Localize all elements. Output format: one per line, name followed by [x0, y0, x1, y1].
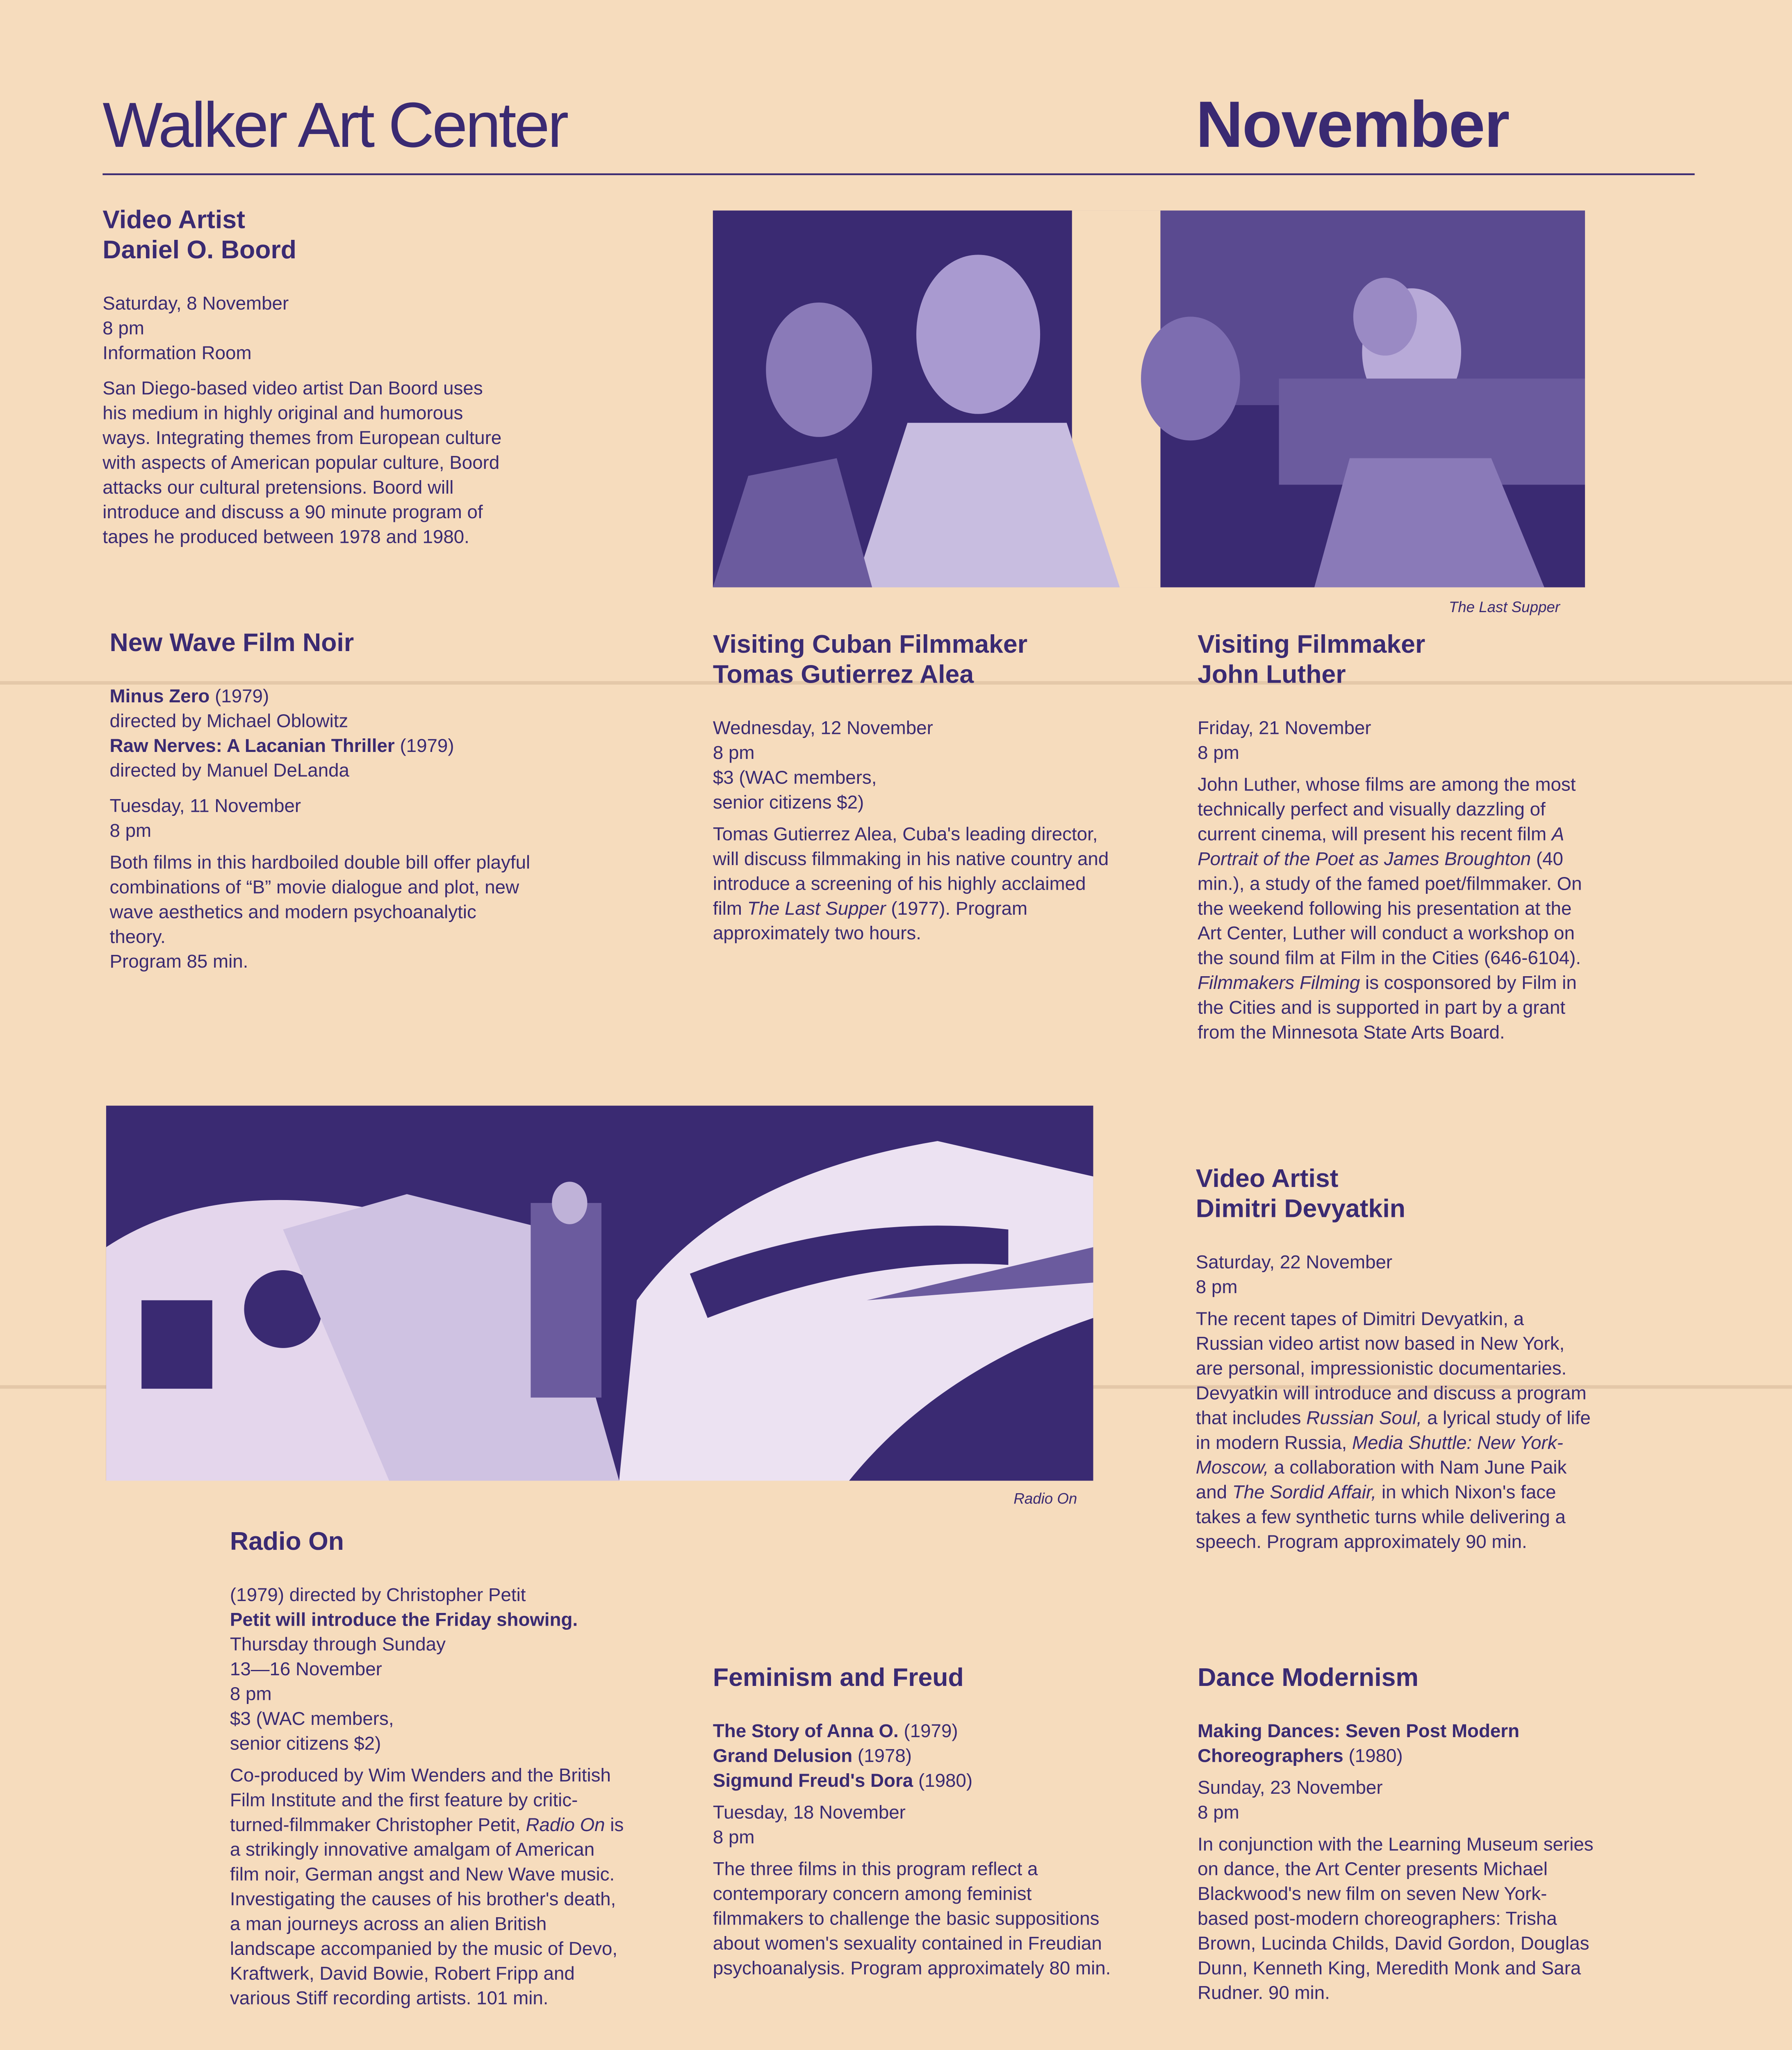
noir-film2-year: (1979): [394, 736, 454, 757]
freud-time: 8 pm: [713, 1827, 755, 1849]
luther-body-film2: Filmmakers Filming: [1198, 973, 1360, 994]
noir-length: Program 85 min.: [109, 952, 248, 973]
devyatkin-body-d: in which Nixon's face takes a few synthetic turns while delivering a speech. Program approximately 90 min.: [1195, 1482, 1566, 1553]
boord-body: San Diego-based video artist Dan Boord uses his medium in highly original and humorous ways. Integrating themes from European culture with aspects of American popular culture, Boord attacks our cultural pretensions. Boord will introduce and discuss a 90 minute program of tapes he produced between 1978 and 1980.: [102, 378, 502, 549]
dance-date: Sunday, 23 November: [1198, 1778, 1383, 1799]
devyatkin-film2: Media Shuttle: New York-Moscow,: [1195, 1433, 1563, 1479]
radio-on-body-a: Co-produced by Wim Wenders and the British Film Institute and the first feature by critic-turned-filmmaker Christopher Petit,: [230, 1765, 611, 1836]
luther-heading-1: Visiting Filmmaker: [1198, 631, 1425, 660]
luther-body-a: John Luther, whose films are among the most technically perfect and visually dazzling of current cinema, will present his recent film: [1198, 774, 1576, 846]
dance-film-year: (1980): [1343, 1746, 1403, 1768]
freud-date: Tuesday, 18 November: [713, 1802, 906, 1824]
freud-film2-year: (1978): [852, 1746, 912, 1768]
luther-section: [1198, 631, 1596, 1046]
noir-film1-year: (1979): [209, 686, 269, 708]
devyatkin-body-c: a collaboration with Nam June Paik and: [1195, 1458, 1567, 1504]
luther-heading-2: John Luther: [1198, 661, 1346, 690]
noir-time: 8 pm: [109, 821, 152, 842]
devyatkin-heading-2: Dimitri Devyatkin: [1195, 1196, 1405, 1224]
devyatkin-film3: The Sordid Affair,: [1232, 1482, 1377, 1504]
alea-body-b: (1977). Program approximately two hours.: [713, 898, 1028, 945]
last-supper-caption: The Last Supper: [1448, 598, 1560, 616]
devyatkin-heading-1: Video Artist: [1195, 1166, 1339, 1194]
boord-section: [102, 207, 509, 550]
luther-body-c: is cosponsored by Film in the Cities and is supported in part by a grant from the Minnesota State Arts Board.: [1198, 973, 1577, 1044]
radio-on-heading: Radio On: [230, 1528, 344, 1557]
freud-body: The three films in this program reflect a contemporary concern among feminist filmmakers to challenge the basic suppositions about women's sexuality contained in Freudian psychoanalysis. Program approximately 80 min.: [713, 1859, 1111, 1980]
noir-film2-title: Raw Nerves: A Lacanian Thriller: [109, 736, 395, 757]
noir-heading: New Wave Film Noir: [109, 630, 354, 658]
luther-body-film: A Portrait of the Poet as James Broughton: [1198, 824, 1564, 870]
luther-body-b: (40 min.), a study of the famed poet/filmmaker. On the weekend following his presentation at the Art Center, Luther will conduct a workshop on the sound film at Film in the Cities (646-6104).: [1198, 849, 1582, 970]
freud-film1-title: The Story of Anna O.: [713, 1721, 899, 1743]
dance-heading: Dance Modernism: [1198, 1665, 1419, 1693]
alea-heading-1: Visiting Cuban Filmmaker: [713, 631, 1028, 660]
freud-heading: Feminism and Freud: [713, 1665, 964, 1693]
freud-film3-title: Sigmund Freud's Dora: [713, 1771, 913, 1792]
alea-date: Wednesday, 12 November: [713, 718, 933, 740]
alea-price-2: senior citizens $2): [713, 793, 864, 814]
devyatkin-film1: Russian Soul,: [1306, 1408, 1422, 1430]
devyatkin-body-b: a lyrical study of life in modern Russia,: [1195, 1408, 1591, 1454]
dance-film-title: Making Dances: Seven Post Modern Choreographers: [1198, 1721, 1520, 1768]
alea-heading-2: Tomas Gutierrez Alea: [713, 661, 974, 690]
devyatkin-time: 8 pm: [1195, 1277, 1238, 1299]
radio-on-section: [230, 1528, 628, 2011]
noir-section: [110, 630, 535, 975]
radio-on-days: Thursday through Sunday: [230, 1634, 446, 1656]
boord-heading-1: Video Artist: [102, 207, 245, 235]
noir-film1-director: directed by Michael Oblowitz: [109, 711, 348, 733]
freud-film3-year: (1980): [913, 1771, 973, 1792]
luther-time: 8 pm: [1198, 743, 1239, 764]
header-rule: [102, 173, 1694, 175]
devyatkin-section: [1196, 1166, 1594, 1555]
noir-film1-title: Minus Zero: [109, 686, 210, 708]
devyatkin-body-a: The recent tapes of Dimitri Devyatkin, a Russian video artist now based in New York, are personal, impressionistic documentaries. Devyatkin will introduce and discuss a program that includes: [1195, 1309, 1587, 1430]
luther-date: Friday, 21 November: [1198, 718, 1371, 740]
month-title: November: [1195, 88, 1509, 161]
noir-date: Tuesday, 11 November: [109, 796, 301, 818]
radio-on-dates: 13—16 November: [230, 1659, 382, 1681]
radio-on-caption: Radio On: [1013, 1490, 1077, 1508]
boord-place: Information Room: [102, 343, 252, 364]
devyatkin-date: Saturday, 22 November: [1195, 1252, 1393, 1274]
page-title: Walker Art Center: [102, 88, 567, 161]
noir-film2-director: directed by Manuel DeLanda: [109, 761, 349, 782]
freud-film1-year: (1979): [898, 1721, 958, 1743]
radio-on-time: 8 pm: [230, 1684, 272, 1706]
dance-section: [1198, 1665, 1596, 2006]
last-supper-photo: [713, 210, 1585, 587]
noir-body: Both films in this hardboiled double bill offer playful combinations of “B” movie dialogue and plot, new wave aesthetics and modern psychoanalytic theory.: [109, 852, 531, 948]
boord-time: 8 pm: [102, 318, 144, 340]
freud-section: [713, 1665, 1111, 1981]
freud-film2-title: Grand Delusion: [713, 1746, 853, 1768]
alea-price-1: $3 (WAC members,: [713, 768, 877, 789]
radio-on-body-film: Radio On: [526, 1815, 605, 1836]
boord-date: Saturday, 8 November: [102, 294, 289, 315]
radio-on-photo: [106, 1106, 1093, 1481]
alea-section: [713, 631, 1111, 946]
alea-time: 8 pm: [713, 743, 755, 764]
dance-time: 8 pm: [1198, 1802, 1239, 1824]
boord-heading-2: Daniel O. Boord: [102, 237, 297, 266]
radio-on-price-1: $3 (WAC members,: [230, 1709, 394, 1730]
dance-body: In conjunction with the Learning Museum series on dance, the Art Center presents Michael Blackwood's new film on seven New York-based post-modern choreographers: Trisha Brown, Lucinda Childs, David Gordon, Douglas Dunn, Kenneth King, Meredith Monk and Sara Rudner. 90 min.: [1198, 1834, 1594, 2004]
alea-body-film: The Last Supper: [747, 898, 886, 920]
radio-on-credit: (1979) directed by Christopher Petit: [230, 1585, 526, 1606]
radio-on-body-b: is a strikingly innovative amalgam of American film noir, German angst and New Wave music. Investigating the causes of his brother's death, a man journeys across an alien British landscape accompanied by the music of Devo, Kraftwerk, David Bowie, Robert Fripp and various Stiff recording artists. 101 min.: [230, 1815, 624, 2010]
alea-body-a: Tomas Gutierrez Alea, Cuba's leading director, will discuss filmmaking in his native country and introduce a screening of his highly acclaimed film: [713, 824, 1109, 920]
radio-on-note: Petit will introduce the Friday showing.: [230, 1610, 578, 1631]
radio-on-price-2: senior citizens $2): [230, 1733, 381, 1755]
